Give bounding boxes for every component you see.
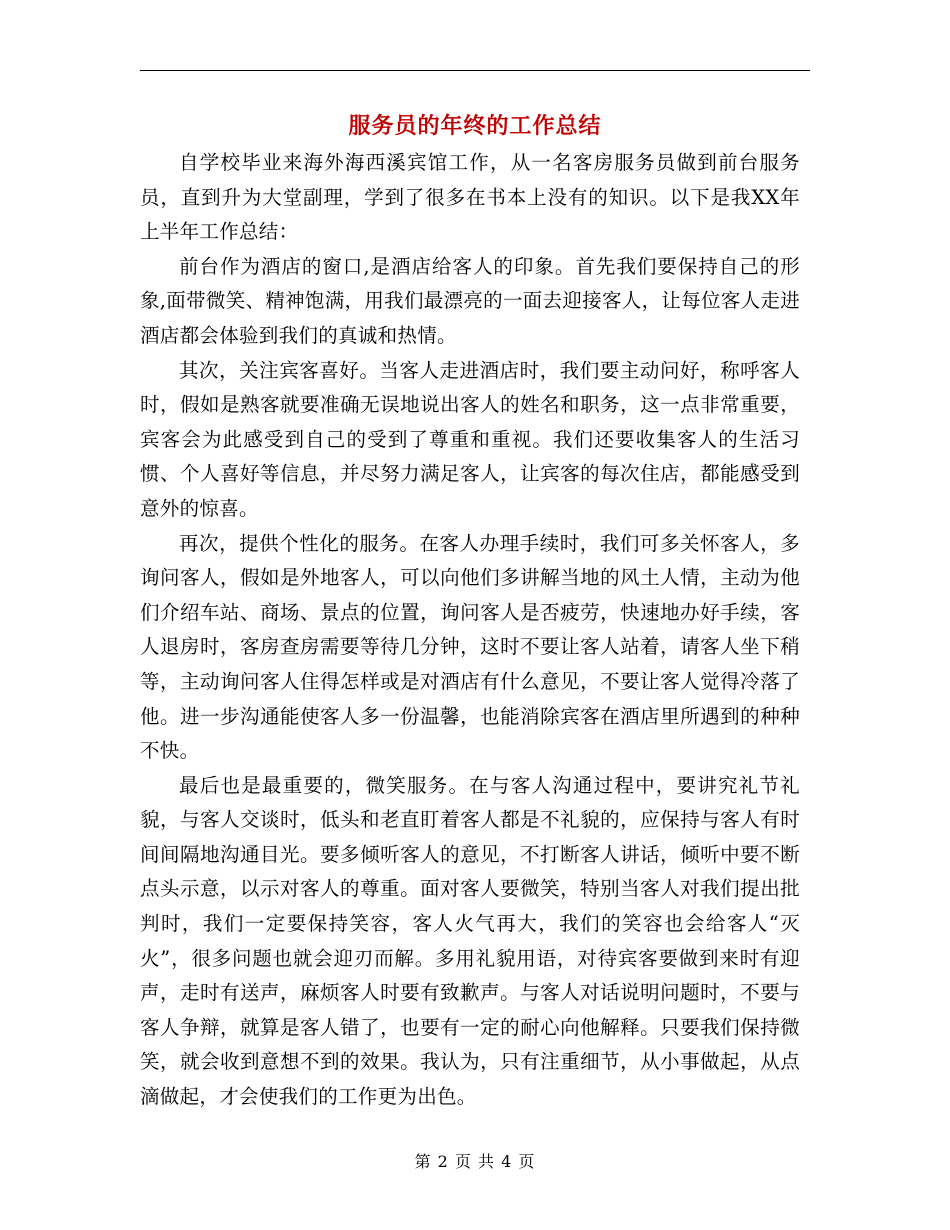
paragraph-personalized-service: 再次，提供个性化的服务。在客人办理手续时，我们可多关怀客人，多询问客人，假如是外地客人，可以向他们多讲解当地的风土人情，主动为他们介绍车站、商场、景点的位置，询问客人是否疲劳，快速地办好手续，客人退房时，客房查房需要等待几分钟，这时不要让客人站着，请客人坐下稍等，主动询问客人住得怎样或是对酒店有什么意见，不要让客人觉得冷落了他。进一步沟通能使客人多一份温馨，也能消除宾客在酒店里所遇到的种种不快。 bbox=[140, 531, 800, 763]
paragraph-smile-service: 最后也是最重要的，微笑服务。在与客人沟通过程中，要讲究礼节礼貌，与客人交谈时，低头和老直盯着客人都是不礼貌的，应保持与客人有时间间隔地沟通目光。要多倾听客人的意见，不打断客人讲话，倾听中要不断点头示意，以示对客人的尊重。面对客人要微笑，特别当客人对我们提出批判时，我们一定要保持笑容，客人火气再大，我们的笑容也会给客人“灭火”，很多问题也就会迎刃而解。多用礼貌用语，对待宾客要做到来时有迎声，走时有送声，麻烦客人时要有致歉声。与客人对话说明问题时，不要与客人争辩，就算是客人错了，也要有一定的耐心向他解释。只要我们保持微笑，就会收到意想不到的效果。我认为，只有注重细节，从小事做起，从点滴做起，才会使我们的工作更为出色。 bbox=[140, 773, 800, 1109]
page-footer: 第 2 页 共 4 页 bbox=[414, 1152, 536, 1171]
header-rule bbox=[140, 70, 810, 71]
paragraph-front-desk: 前台作为酒店的窗口,是酒店给客人的印象。首先我们要保持自己的形象,面带微笑、精神饱满，用我们最漂亮的一面去迎接客人，让每位客人走进酒店都会体验到我们的真诚和热情。 bbox=[140, 254, 800, 347]
paragraph-guest-preferences: 其次，关注宾客喜好。当客人走进酒店时，我们要主动问好，称呼客人时，假如是熟客就要准确无误地说出客人的姓名和职务，这一点非常重要，宾客会为此感受到自己的受到了尊重和重视。我们还要收集客人的生活习惯、个人喜好等信息，并尽努力满足客人，让宾客的每次住店，都能感受到意外的惊喜。 bbox=[140, 358, 800, 520]
document-title: 服务员的年终的工作总结 bbox=[348, 113, 602, 139]
document-body bbox=[140, 146, 800, 1115]
paragraph-intro: 自学校毕业来海外海西溪宾馆工作，从一名客房服务员做到前台服务员，直到升为大堂副理，学到了很多在书本上没有的知识。以下是我XX年上半年工作总结： bbox=[140, 151, 800, 244]
